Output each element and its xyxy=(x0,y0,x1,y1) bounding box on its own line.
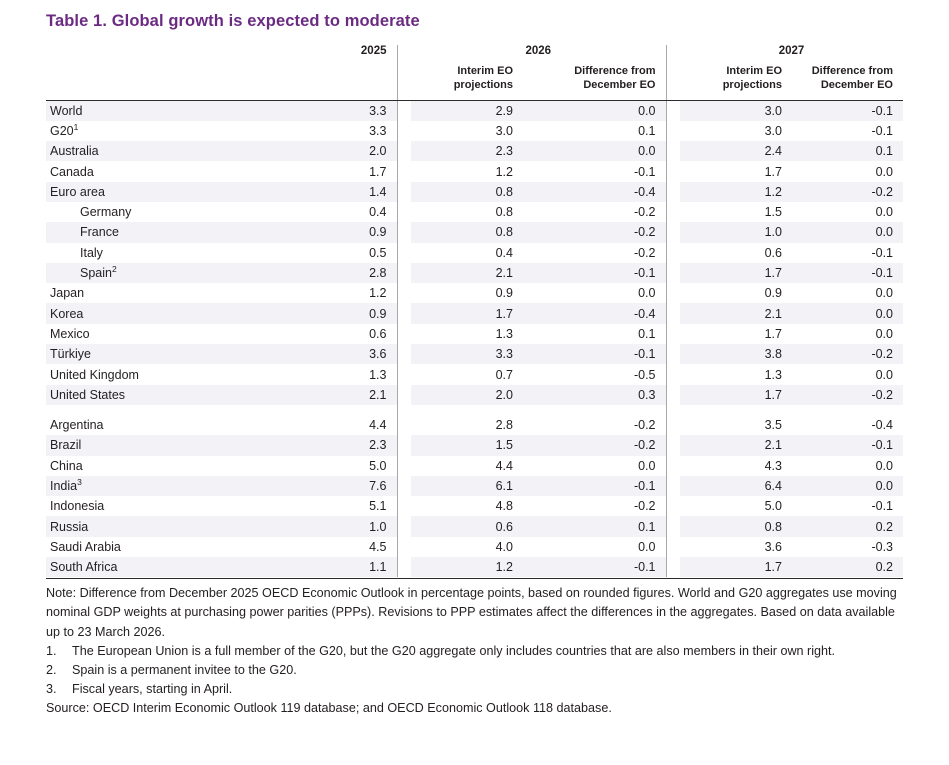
note-text: Note: Difference from December 2025 OECD Economic Outlook in percentage points, based on rounded figures. World and G20 aggregates use moving nominal GDP weights at purchasing power parities (PPPs). Revisions to PPP estimates affect the differences in the aggregates. Based on data available up to 23 March 2026. xyxy=(46,586,897,639)
table-row xyxy=(46,283,903,303)
footnote-1-number: 1. xyxy=(46,643,57,658)
header-year-2026: 2026 xyxy=(525,45,552,57)
column-separator-2 xyxy=(666,415,680,435)
subheader-2027-difference xyxy=(792,59,903,99)
table-row xyxy=(46,141,903,161)
cell-2026-difference: 0.1 xyxy=(638,123,656,138)
cell-2027-difference: 0.0 xyxy=(875,458,893,473)
cell-2026-difference: 0.0 xyxy=(638,539,656,554)
cell-2027-interim: 3.8 xyxy=(680,344,792,364)
table-notes xyxy=(46,584,903,718)
cell-2025: 2.3 xyxy=(272,435,397,455)
column-separator-1 xyxy=(397,283,411,303)
cell-2027-difference: 0.0 xyxy=(792,222,903,242)
table-row xyxy=(46,385,903,405)
header-blank xyxy=(46,45,272,59)
row-label: Argentina xyxy=(50,418,104,433)
cell-2025: 1.7 xyxy=(369,164,387,179)
cell-2027-difference: 0.0 xyxy=(792,476,903,496)
cell-2025: 0.6 xyxy=(369,326,387,341)
column-separator-1 xyxy=(397,100,411,121)
cell-2027-interim: 1.7 xyxy=(680,385,792,405)
cell-2027-interim: 3.0 xyxy=(680,100,792,121)
growth-projections-table xyxy=(46,45,903,579)
column-separator-2 xyxy=(666,435,680,455)
footnote-1 xyxy=(46,642,903,661)
cell-2026-interim: 0.9 xyxy=(495,286,513,301)
header-separator-1 xyxy=(397,45,411,59)
footnote-2-number: 2. xyxy=(46,662,57,677)
cell-2026-difference: -0.2 xyxy=(523,435,666,455)
column-separator-1 xyxy=(397,141,411,161)
cell-2026-interim: 1.2 xyxy=(495,164,513,179)
cell-2026-interim: 3.3 xyxy=(411,344,523,364)
column-separator-1 xyxy=(397,516,411,536)
row-label: Russia xyxy=(46,516,272,536)
column-separator-2 xyxy=(666,385,680,405)
column-separator-2 xyxy=(666,516,680,536)
row-label: $G20^1$ xyxy=(50,121,79,138)
cell-2026-difference: 0.1 xyxy=(523,516,666,536)
cell-2025: 1.2 xyxy=(369,286,387,301)
table-row xyxy=(46,263,903,283)
table-row xyxy=(46,435,903,455)
cell-2026-interim: 0.8 xyxy=(411,182,523,202)
subheader-2027-interim-line2: projections xyxy=(722,78,782,91)
table-row xyxy=(46,415,903,435)
cell-2025: 5.1 xyxy=(369,499,387,514)
row-label: Euro area xyxy=(46,182,272,202)
header-separator-2 xyxy=(666,45,680,59)
footnote-2-text: Spain is a permanent invitee to the G20. xyxy=(72,662,297,677)
cell-2027-interim: 1.7 xyxy=(764,164,782,179)
column-separator-1 xyxy=(397,243,411,263)
cell-2026-interim: 2.1 xyxy=(411,263,523,283)
column-separator-2 xyxy=(666,456,680,476)
subheader-2026-difference-line2: December EO xyxy=(583,78,656,91)
column-separator-1 xyxy=(397,435,411,455)
column-separator-1 xyxy=(397,202,411,222)
cell-2026-interim: 2.8 xyxy=(495,418,513,433)
table-row xyxy=(46,243,903,263)
column-separator-1 xyxy=(397,121,411,141)
cell-2025: 3.3 xyxy=(272,100,397,121)
cell-2027-interim: 0.9 xyxy=(764,286,782,301)
subheader-2026-interim-line2: projections xyxy=(453,78,513,91)
row-label: Indonesia xyxy=(50,499,105,514)
table-row xyxy=(46,324,903,344)
cell-2027-difference: 0.1 xyxy=(792,141,903,161)
cell-2027-interim: 1.2 xyxy=(680,182,792,202)
row-label: Korea xyxy=(46,303,272,323)
column-separator-2 xyxy=(666,364,680,384)
cell-2026-interim: 4.0 xyxy=(495,539,513,554)
cell-2027-interim: 3.0 xyxy=(764,123,782,138)
column-separator-1 xyxy=(397,344,411,364)
cell-2026-difference: -0.1 xyxy=(523,476,666,496)
cell-2026-difference: 0.1 xyxy=(638,326,656,341)
row-label: Mexico xyxy=(50,326,90,341)
subheader-separator-1 xyxy=(397,59,411,99)
cell-2025: 1.0 xyxy=(272,516,397,536)
column-separator-1 xyxy=(397,496,411,516)
table-row xyxy=(46,202,903,222)
cell-2026-interim: 0.4 xyxy=(495,245,513,260)
table-row xyxy=(46,516,903,536)
row-label: Saudi Arabia xyxy=(50,539,121,554)
table-row xyxy=(46,100,903,121)
cell-2026-interim: 0.7 xyxy=(495,367,513,382)
column-separator-1 xyxy=(397,456,411,476)
column-separator-2 xyxy=(666,243,680,263)
cell-2027-interim: 0.8 xyxy=(680,516,792,536)
row-label: Australia xyxy=(46,141,272,161)
cell-2027-difference: 0.0 xyxy=(875,367,893,382)
subheader-2027-difference-line2: December EO xyxy=(820,78,893,91)
source-text: Source: OECD Interim Economic Outlook 119 database; and OECD Economic Outlook 118 database. xyxy=(46,701,612,716)
cell-2026-difference: -0.1 xyxy=(633,164,656,179)
column-separator-2 xyxy=(666,141,680,161)
cell-2026-interim: 4.4 xyxy=(495,458,513,473)
cell-2025: 5.0 xyxy=(369,458,387,473)
cell-2027-interim: 1.7 xyxy=(680,263,792,283)
cell-2025: 2.1 xyxy=(272,385,397,405)
footnote-3-text: Fiscal years, starting in April. xyxy=(72,682,233,697)
table-row xyxy=(46,121,903,141)
subheader-separator-2 xyxy=(666,59,680,99)
table-row xyxy=(46,161,903,181)
column-separator-1 xyxy=(397,476,411,496)
cell-2025: 3.3 xyxy=(369,123,387,138)
cell-2027-interim: 2.4 xyxy=(680,141,792,161)
cell-2027-interim: 1.5 xyxy=(764,205,782,220)
cell-2026-interim: 0.8 xyxy=(411,222,523,242)
footnote-marker: 2 xyxy=(111,263,117,274)
cell-2026-interim: 1.7 xyxy=(411,303,523,323)
table-row xyxy=(46,303,903,323)
subheader-2027-interim xyxy=(680,59,792,99)
column-separator-2 xyxy=(666,182,680,202)
table-row xyxy=(46,222,903,242)
column-separator-2 xyxy=(666,303,680,323)
column-separator-1 xyxy=(397,303,411,323)
subheader-2026-interim xyxy=(411,59,523,99)
cell-2027-interim: 1.0 xyxy=(680,222,792,242)
cell-2026-interim: 4.8 xyxy=(495,499,513,514)
cell-2026-interim: 1.3 xyxy=(495,326,513,341)
row-group-gap xyxy=(46,405,903,415)
table-row xyxy=(46,476,903,496)
cell-2027-interim: 3.6 xyxy=(764,539,782,554)
row-label: Spain$^2$ xyxy=(46,263,272,283)
cell-2025: 0.9 xyxy=(272,303,397,323)
cell-2027-interim: 5.0 xyxy=(764,499,782,514)
column-separator-2 xyxy=(666,202,680,222)
cell-2025: 1.3 xyxy=(369,367,387,382)
row-label: India$^3$ xyxy=(46,476,272,496)
cell-2025: 0.5 xyxy=(369,245,387,260)
column-separator-2 xyxy=(666,476,680,496)
cell-2027-difference: -0.1 xyxy=(792,435,903,455)
table-bottom-rule xyxy=(46,577,903,579)
cell-2026-interim: 1.2 xyxy=(411,557,523,577)
column-separator-2 xyxy=(666,557,680,577)
cell-2025: 4.4 xyxy=(369,418,387,433)
cell-2025: 1.4 xyxy=(272,182,397,202)
column-separator-2 xyxy=(666,161,680,181)
cell-2027-difference: -0.1 xyxy=(871,499,893,514)
column-separator-2 xyxy=(666,496,680,516)
column-separator-2 xyxy=(666,344,680,364)
row-label: China xyxy=(50,458,83,473)
cell-2026-difference: 0.3 xyxy=(523,385,666,405)
footnote-marker: 1 xyxy=(73,121,79,132)
cell-2027-difference: -0.2 xyxy=(792,182,903,202)
cell-2025: 1.1 xyxy=(272,557,397,577)
column-separator-2 xyxy=(666,283,680,303)
cell-2027-interim: 3.5 xyxy=(764,418,782,433)
cell-2027-difference: 0.0 xyxy=(875,286,893,301)
table-row xyxy=(46,182,903,202)
column-separator-1 xyxy=(397,385,411,405)
cell-2026-difference: -0.2 xyxy=(523,222,666,242)
subheader-2027-interim-line1: Interim EO xyxy=(726,65,782,77)
cell-2027-interim: 1.7 xyxy=(680,557,792,577)
cell-2027-difference: 0.0 xyxy=(792,303,903,323)
cell-2026-difference: 0.0 xyxy=(523,141,666,161)
cell-2027-difference: -0.3 xyxy=(871,539,893,554)
cell-2027-interim: 1.7 xyxy=(764,326,782,341)
cell-2025: 2.0 xyxy=(272,141,397,161)
cell-2025: 7.6 xyxy=(272,476,397,496)
cell-2026-difference: -0.4 xyxy=(523,182,666,202)
row-label: United States xyxy=(46,385,272,405)
column-separator-2 xyxy=(666,537,680,557)
table-row xyxy=(46,537,903,557)
column-separator-2 xyxy=(666,100,680,121)
cell-2026-difference: -0.1 xyxy=(523,344,666,364)
column-separator-2 xyxy=(666,121,680,141)
cell-2027-interim: 2.1 xyxy=(680,303,792,323)
cell-2027-interim: 1.3 xyxy=(764,367,782,382)
cell-2026-interim: 2.0 xyxy=(411,385,523,405)
cell-2026-interim: 2.9 xyxy=(411,100,523,121)
cell-2026-interim: 0.6 xyxy=(411,516,523,536)
cell-2027-difference: 0.2 xyxy=(792,557,903,577)
table-row xyxy=(46,344,903,364)
column-separator-1 xyxy=(397,324,411,344)
footnote-3 xyxy=(46,680,903,699)
cell-2025: 0.4 xyxy=(369,205,387,220)
cell-2026-difference: -0.1 xyxy=(523,263,666,283)
cell-2027-difference: -0.1 xyxy=(792,100,903,121)
cell-2026-difference: -0.4 xyxy=(523,303,666,323)
cell-2025: 4.5 xyxy=(369,539,387,554)
footnote-1-text: The European Union is a full member of the G20, but the G20 aggregate only includes countries that are also members in their own right. xyxy=(72,643,836,658)
cell-2027-difference: 0.0 xyxy=(875,326,893,341)
page-title: Table 1. Global growth is expected to moderate xyxy=(46,12,420,30)
header-year-2027: 2027 xyxy=(778,45,805,57)
cell-2027-difference: -0.1 xyxy=(871,123,893,138)
column-separator-1 xyxy=(397,182,411,202)
footnote-marker: 3 xyxy=(77,476,82,487)
cell-2026-difference: 0.0 xyxy=(638,458,656,473)
cell-2027-interim: 4.3 xyxy=(764,458,782,473)
subheader-2025-blank xyxy=(272,59,397,99)
subheader-2026-interim-line1: Interim EO xyxy=(457,65,513,77)
row-label: Canada xyxy=(50,164,94,179)
header-year-2025: 2025 xyxy=(360,45,387,57)
table-row xyxy=(46,496,903,516)
footnote-2 xyxy=(46,661,903,680)
cell-2027-difference: -0.1 xyxy=(792,263,903,283)
cell-2027-interim: 6.4 xyxy=(680,476,792,496)
cell-2025: 3.6 xyxy=(272,344,397,364)
cell-2026-difference: -0.1 xyxy=(523,557,666,577)
subheader-2026-difference xyxy=(523,59,666,99)
cell-2027-difference: -0.1 xyxy=(871,245,893,260)
row-label: South Africa xyxy=(46,557,272,577)
cell-2027-interim: 0.6 xyxy=(764,245,782,260)
row-label: World xyxy=(46,100,272,121)
subheader-2027-difference-line1: Difference from xyxy=(811,65,893,77)
cell-2026-interim: 2.3 xyxy=(411,141,523,161)
cell-2027-interim: 2.1 xyxy=(680,435,792,455)
cell-2027-difference: -0.2 xyxy=(792,344,903,364)
column-separator-2 xyxy=(666,222,680,242)
cell-2025: 2.8 xyxy=(272,263,397,283)
footnote-3-number: 3. xyxy=(46,682,57,697)
row-label: Brazil xyxy=(46,435,272,455)
subheader-blank xyxy=(46,59,272,99)
cell-2026-difference: -0.2 xyxy=(633,205,656,220)
row-label: Japan xyxy=(50,286,85,301)
table-row xyxy=(46,557,903,577)
cell-2027-difference: -0.2 xyxy=(792,385,903,405)
cell-2025: 0.9 xyxy=(272,222,397,242)
cell-2026-difference: -0.2 xyxy=(633,418,656,433)
column-separator-1 xyxy=(397,263,411,283)
cell-2027-difference: 0.0 xyxy=(875,205,893,220)
cell-2026-difference: -0.5 xyxy=(633,367,656,382)
table-header xyxy=(46,45,903,100)
row-label: Italy xyxy=(80,245,103,260)
row-label: Germany xyxy=(80,205,132,220)
row-label: France xyxy=(46,222,272,242)
subheader-2026-difference-line1: Difference from xyxy=(574,65,656,77)
cell-2026-interim: 1.5 xyxy=(411,435,523,455)
table-body xyxy=(46,100,903,579)
cell-2027-difference: 0.2 xyxy=(792,516,903,536)
cell-2026-difference: -0.2 xyxy=(633,245,656,260)
cell-2026-interim: 3.0 xyxy=(495,123,513,138)
column-separator-2 xyxy=(666,324,680,344)
table-row xyxy=(46,456,903,476)
column-separator-1 xyxy=(397,557,411,577)
cell-2026-difference: 0.0 xyxy=(638,286,656,301)
cell-2026-interim: 6.1 xyxy=(411,476,523,496)
column-separator-2 xyxy=(666,263,680,283)
cell-2026-difference: 0.0 xyxy=(523,100,666,121)
row-label: Türkiye xyxy=(46,344,272,364)
column-separator-1 xyxy=(397,222,411,242)
cell-2026-difference: -0.2 xyxy=(633,499,656,514)
row-label: United Kingdom xyxy=(50,367,139,382)
column-separator-1 xyxy=(397,415,411,435)
column-separator-1 xyxy=(397,161,411,181)
cell-2027-difference: -0.4 xyxy=(871,418,893,433)
cell-2026-interim: 0.8 xyxy=(495,205,513,220)
column-separator-1 xyxy=(397,364,411,384)
cell-2027-difference: 0.0 xyxy=(875,164,893,179)
column-separator-1 xyxy=(397,537,411,557)
table-row xyxy=(46,364,903,384)
